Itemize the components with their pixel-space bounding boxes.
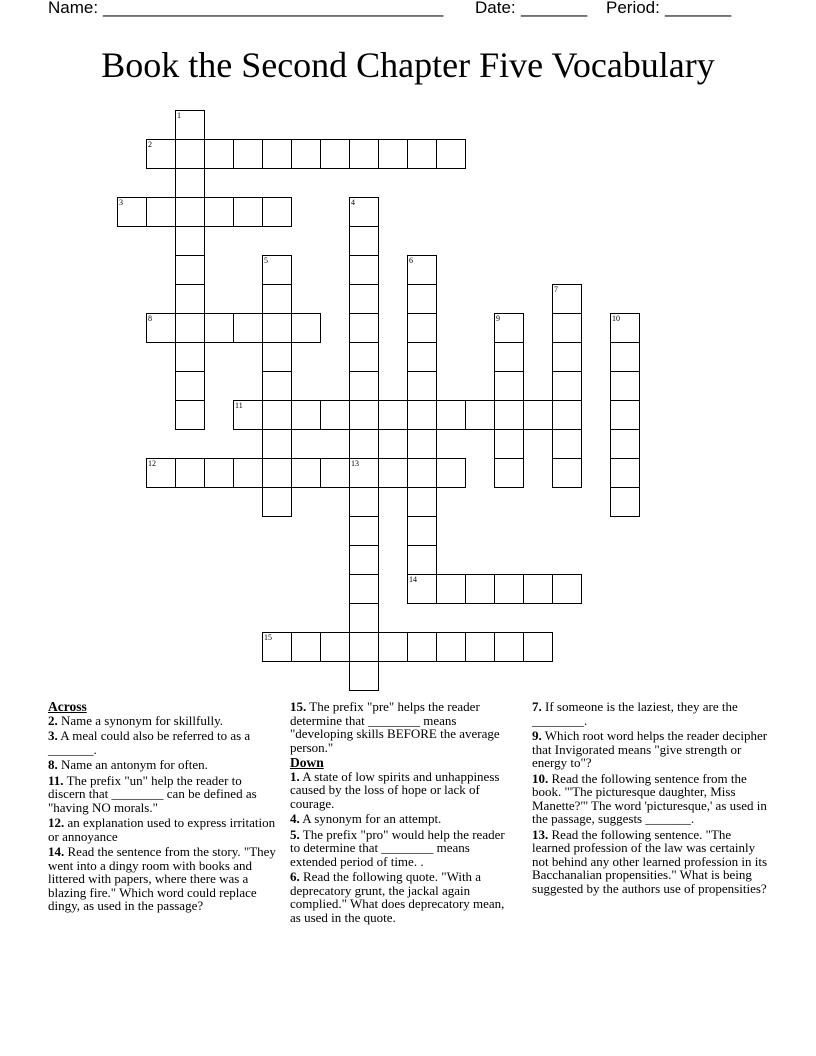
clue-number-label: 10 [612,314,620,323]
crossword-cell[interactable] [349,284,379,314]
crossword-cell[interactable] [204,313,234,343]
crossword-cell[interactable] [233,313,263,343]
crossword-cell[interactable] [291,313,321,343]
crossword-cell[interactable] [349,255,379,285]
crossword-cell[interactable] [320,632,350,662]
crossword-cell[interactable] [349,429,379,459]
crossword-cell[interactable] [262,139,292,169]
period-label: Period: [606,0,660,17]
crossword-cell[interactable] [320,139,350,169]
down-clue: 7. If someone is the laziest, they are the ________. [532,699,738,728]
clue-number-label: 13 [351,459,359,468]
clue-number-label: 6 [409,256,413,265]
crossword-cell[interactable] [610,458,640,488]
crossword-cell[interactable] [610,342,640,372]
crossword-cell[interactable] [378,139,408,169]
crossword-cell[interactable] [494,632,524,662]
clues-column-1 [48,700,278,915]
crossword-cell[interactable] [610,487,640,517]
crossword-cell[interactable] [175,313,205,343]
crossword-cell[interactable] [349,139,379,169]
crossword-cell[interactable] [146,197,176,227]
name-blank[interactable]: ____________________________________ [103,0,444,17]
crossword-cell[interactable] [349,371,379,401]
crossword-cell[interactable] [436,632,466,662]
clue-number-label: 15 [264,633,272,642]
crossword-cell[interactable] [349,632,379,662]
down-heading: Down [290,755,324,770]
crossword-cell[interactable] [494,342,524,372]
crossword-cell[interactable] [175,458,205,488]
crossword-cell[interactable] [407,284,437,314]
crossword-cell[interactable] [262,487,292,517]
down-clue: 4. A synonym for an attempt. [290,811,442,826]
crossword-cell[interactable] [494,371,524,401]
date-label: Date: [475,0,516,17]
clue-number-label: 11 [235,401,243,410]
crossword-cell[interactable] [291,139,321,169]
down-clue: 5. The prefix "pro" would help the reader to determine that ________ means extended period of time. . [290,826,505,869]
crossword-cell[interactable] [349,487,379,517]
name-label: Name: [48,0,99,17]
crossword-cell[interactable] [552,574,582,604]
crossword-cell[interactable] [233,139,263,169]
across-clue: 2. Name a synonym for skillfully. [48,712,223,728]
across-clue: 12. an explanation used to express irritation or annoyance [48,815,276,844]
crossword-cell[interactable] [204,458,234,488]
across-clue: 15. The prefix "pre" helps the reader determine that ________ means "developing skills BEFORE the average person." [290,699,500,755]
crossword-cell[interactable] [262,400,292,430]
across-clue: 8. Name an antonym for often. [48,757,208,772]
crossword-cell[interactable] [262,255,292,285]
crossword-cell[interactable] [175,284,205,314]
crossword-cell[interactable] [552,313,582,343]
crossword-cell[interactable] [262,632,292,662]
crossword-cell[interactable] [407,255,437,285]
down-clue: 9. Which root word helps the reader decipher that Invigorated means "give strength or energy to"? [532,728,768,770]
down-clue: 13. Read the following sentence. "The learned profession of the law was certainly not behind any other learned profession in its Bacchanalian propensities." What is being suggested by the authors use of propensities? [532,826,768,896]
crossword-cell[interactable] [407,516,437,546]
crossword-cell[interactable] [523,632,553,662]
crossword-cell[interactable] [494,429,524,459]
crossword-cell[interactable] [407,429,437,459]
crossword-cell[interactable] [175,168,205,198]
crossword-cell[interactable] [349,400,379,430]
date-blank[interactable]: _______ [521,0,588,17]
crossword-cell[interactable] [523,574,553,604]
crossword-cell[interactable] [175,226,205,256]
crossword-cell[interactable] [407,400,437,430]
crossword-cell[interactable] [436,458,466,488]
crossword-cell[interactable] [407,313,437,343]
crossword-cell[interactable] [610,313,640,343]
crossword-cell[interactable] [175,139,205,169]
clues-column-2 [290,700,518,926]
crossword-cell[interactable] [465,400,495,430]
crossword-cell[interactable] [378,458,408,488]
crossword-cell[interactable] [262,313,292,343]
crossword-cell[interactable] [204,139,234,169]
period-blank[interactable]: _______ [665,0,732,17]
crossword-cell[interactable] [175,342,205,372]
student-info-header [0,0,816,20]
crossword-cell[interactable] [233,458,263,488]
clues-column-3 [532,700,768,897]
crossword-cell[interactable] [175,255,205,285]
clue-number-label: 14 [409,575,417,584]
crossword-cell[interactable] [610,371,640,401]
clue-number-label: 3 [119,198,123,207]
crossword-cell[interactable] [407,342,437,372]
across-clue: 11. The prefix "un" help the reader to discern that ________ can be defined as "having NO morals." [48,772,257,815]
crossword-cell[interactable] [349,313,379,343]
crossword-cell[interactable] [436,574,466,604]
crossword-cell[interactable] [349,197,379,227]
crossword-cell[interactable] [494,400,524,430]
clue-number-label: 9 [496,314,500,323]
across-clue: 14. Read the sentence from the story. "They went into a dingy room with books and littered with papers, where there was a blazing fire." Which word could replace dingy, as used in the passage? [48,844,276,913]
across-heading: Across [48,699,87,714]
crossword-cell[interactable] [407,139,437,169]
clue-number-label: 1 [177,111,181,120]
crossword-cell[interactable] [407,632,437,662]
crossword-cell[interactable] [349,458,379,488]
crossword-cell[interactable] [349,661,379,691]
crossword-cell[interactable] [175,197,205,227]
crossword-cell[interactable] [407,545,437,575]
crossword-cell[interactable] [378,632,408,662]
crossword-cell[interactable] [407,371,437,401]
crossword-cell[interactable] [175,371,205,401]
crossword-cell[interactable] [291,458,321,488]
crossword-cell[interactable] [378,400,408,430]
crossword-cell[interactable] [465,574,495,604]
crossword-cell[interactable] [262,429,292,459]
crossword-cell[interactable] [175,400,205,430]
crossword-cell[interactable] [494,574,524,604]
crossword-cell[interactable] [117,197,147,227]
crossword-cell[interactable] [204,197,234,227]
clue-number-label: 2 [148,140,152,149]
down-clue: 1. A state of low spirits and unhappiness caused by the loss of hope or lack of courage. [290,768,500,811]
crossword-cell[interactable] [291,400,321,430]
crossword-cell[interactable] [233,400,263,430]
clue-number-label: 8 [148,314,152,323]
down-clue: 10. Read the following sentence from the book. "'The picturesque daughter, Miss Manette?"' The word 'picturesque,' as used in the passage, suggests _______. [532,770,767,826]
crossword-cell[interactable] [146,458,176,488]
crossword-cell[interactable] [552,342,582,372]
crossword-cell[interactable] [407,487,437,517]
crossword-cell[interactable] [349,545,379,575]
crossword-cell[interactable] [552,400,582,430]
clue-number-label: 12 [148,459,156,468]
crossword-cell[interactable] [291,632,321,662]
crossword-cell[interactable] [262,284,292,314]
crossword-cell[interactable] [494,313,524,343]
crossword-cell[interactable] [494,458,524,488]
crossword-cell[interactable] [552,284,582,314]
crossword-cell[interactable] [233,197,263,227]
crossword-cell[interactable] [146,139,176,169]
crossword-cell[interactable] [349,574,379,604]
crossword-cell[interactable] [320,458,350,488]
crossword-cell[interactable] [175,110,205,140]
crossword-cell[interactable] [407,574,437,604]
crossword-cell[interactable] [552,458,582,488]
crossword-cell[interactable] [320,400,350,430]
crossword-cell[interactable] [349,603,379,633]
page-title: Book the Second Chapter Five Vocabulary [101,45,715,85]
crossword-cell[interactable] [436,400,466,430]
across-clue: 3. A meal could also be referred to as a _______. [48,728,251,757]
crossword-cell[interactable] [262,371,292,401]
crossword-cell[interactable] [552,371,582,401]
crossword-cell[interactable] [349,342,379,372]
crossword-cell[interactable] [349,516,379,546]
crossword-cell[interactable] [436,139,466,169]
crossword-cell[interactable] [552,429,582,459]
crossword-cell[interactable] [262,342,292,372]
crossword-cell[interactable] [262,458,292,488]
crossword-cell[interactable] [610,400,640,430]
clue-number-label: 5 [264,256,268,265]
crossword-cell[interactable] [407,458,437,488]
clue-number-label: 7 [554,285,558,294]
crossword-cell[interactable] [262,197,292,227]
crossword-cell[interactable] [610,429,640,459]
crossword-cell[interactable] [146,313,176,343]
clue-number-label: 4 [351,198,355,207]
crossword-cell[interactable] [349,226,379,256]
crossword-cell[interactable] [523,400,553,430]
down-clue: 6. Read the following quote. "With a deprecatory grunt, the jackal again complied." What does deprecatory mean, as used in the quote. [290,869,505,925]
crossword-cell[interactable] [465,632,495,662]
